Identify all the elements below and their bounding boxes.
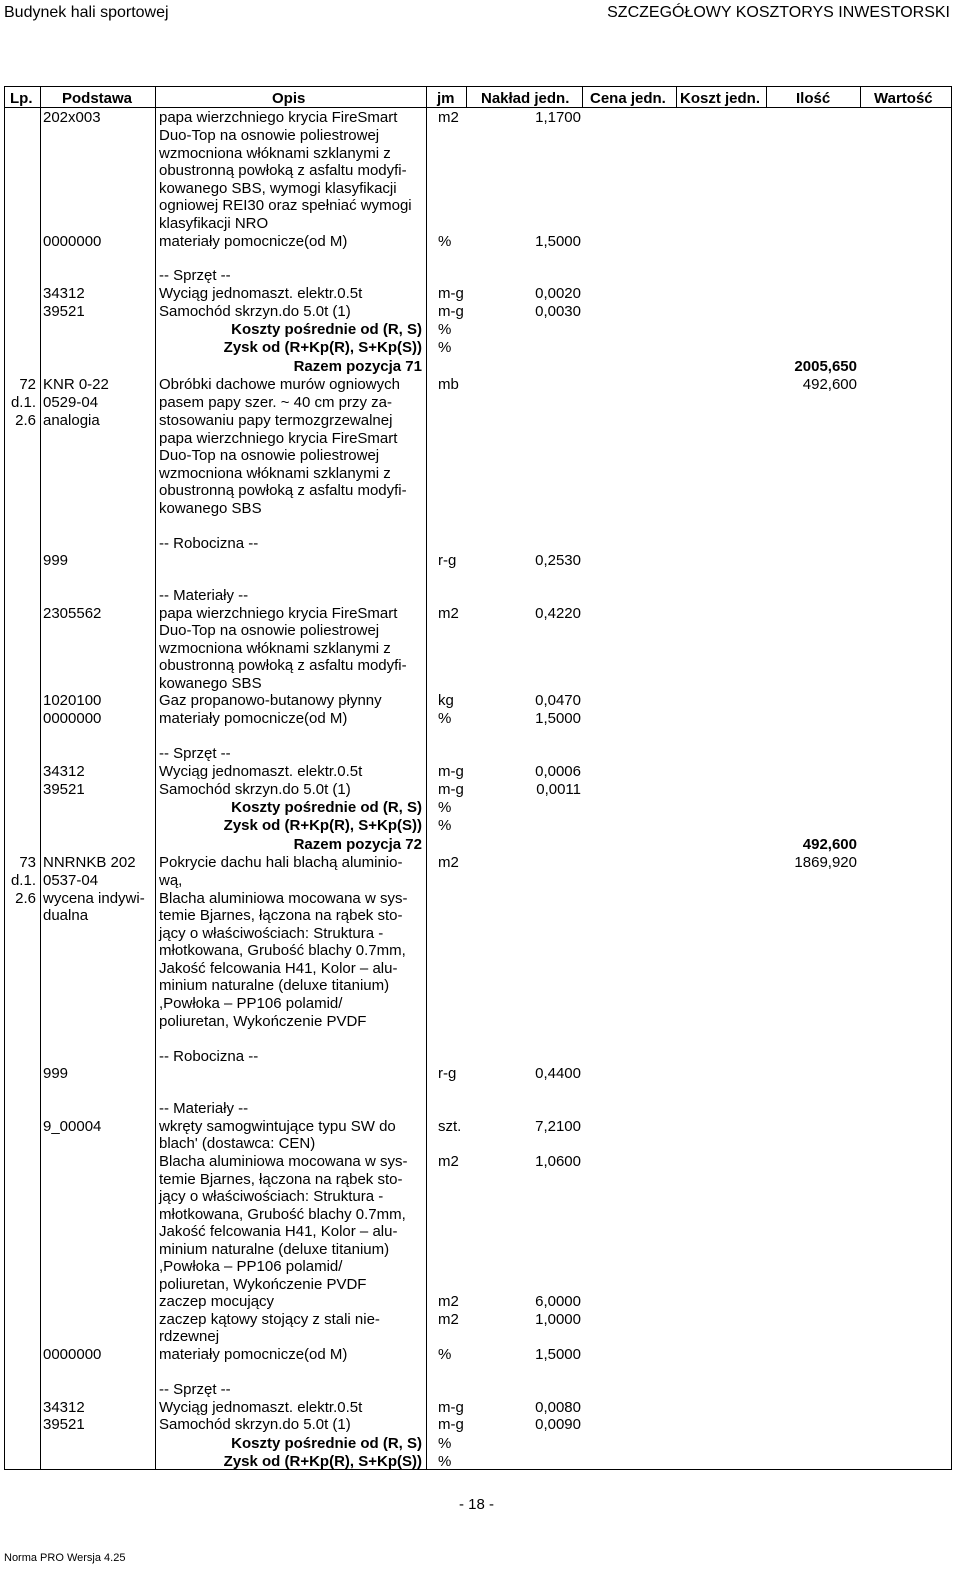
row-opis: Jakość felcowania H41, Kolor – alu-	[159, 1223, 398, 1240]
row-opis: materiały pomocnicze(od M)	[159, 710, 348, 727]
row-lp: d.1.	[10, 872, 36, 889]
row-summary-label: Zysk od (R+Kp(R), S+Kp(S))	[223, 339, 422, 356]
row-naklad: 0,0080	[535, 1399, 581, 1416]
row-opis: obustronną powłoką z asfaltu modyfi-	[159, 482, 407, 499]
row-ilosc: 492,600	[802, 376, 857, 393]
row-podstawa: 34312	[43, 763, 85, 780]
row-opis: temie Bjarnes, łączona na rąbek sto-	[159, 1171, 403, 1188]
column-border	[860, 86, 861, 107]
row-opis: wzmocniona włóknami szklanymi z	[159, 145, 391, 162]
row-opis: minium naturalne (deluxe titanium)	[159, 1241, 390, 1258]
row-opis: zaczep kątowy stojący z stali nie-	[159, 1311, 380, 1328]
page-number: - 18 -	[459, 1496, 495, 1513]
row-opis: papa wierzchniego krycia FireSmart	[159, 109, 398, 126]
row-jm: %	[438, 1346, 452, 1363]
row-podstawa: 999	[43, 1065, 69, 1082]
col-header-jm: jm	[437, 90, 455, 107]
row-jm: m-g	[438, 285, 464, 302]
row-opis: -- Sprzęt --	[159, 1381, 231, 1398]
row-summary-label: Zysk od (R+Kp(R), S+Kp(S))	[223, 817, 422, 834]
row-podstawa: 39521	[43, 781, 85, 798]
row-opis: jący o właściwościach: Struktura -	[159, 1188, 384, 1205]
col-header-podstawa: Podstawa	[62, 90, 133, 107]
row-naklad: 7,2100	[535, 1118, 581, 1135]
row-summary-label: Razem pozycja 72	[293, 836, 422, 853]
row-podstawa: 0529-04	[43, 394, 99, 411]
row-jm: m2	[438, 1311, 459, 1328]
row-wartosc: 492,600	[802, 836, 857, 853]
column-border	[676, 86, 677, 107]
row-lp: 2.6	[15, 412, 36, 429]
row-opis: blach' (dostawca: CEN)	[159, 1135, 316, 1152]
row-opis: pasem papy szer. ~ 40 cm przy za-	[159, 394, 393, 411]
row-podstawa: wycena indywi-	[43, 890, 145, 907]
row-lp: 73	[19, 854, 36, 871]
table-bottom-border	[4, 1469, 952, 1470]
column-border	[582, 86, 583, 107]
row-naklad: 0,0090	[535, 1416, 581, 1433]
software-version: Norma PRO Wersja 4.25	[4, 1552, 126, 1564]
row-opis: Gaz propanowo-butanowy płynny	[159, 692, 382, 709]
row-jm: %	[438, 321, 452, 338]
header-bottom-border	[4, 107, 952, 108]
column-border	[40, 86, 41, 1470]
row-opis: młotkowana, Grubość blachy 0.7mm,	[159, 1206, 406, 1223]
row-podstawa: dualna	[43, 907, 89, 924]
row-naklad: 0,0006	[535, 763, 581, 780]
row-jm: m-g	[438, 1416, 464, 1433]
row-opis: kowanego SBS	[159, 500, 262, 517]
row-naklad: 1,5000	[535, 1346, 581, 1363]
row-opis: papa wierzchniego krycia FireSmart	[159, 605, 398, 622]
row-lp: 72	[19, 376, 36, 393]
row-opis: -- Robocizna --	[159, 535, 259, 552]
row-naklad: 1,0000	[535, 1311, 581, 1328]
row-summary-label: Zysk od (R+Kp(R), S+Kp(S))	[223, 1453, 422, 1470]
row-jm: m-g	[438, 781, 464, 798]
row-opis: klasyfikacji NRO	[159, 215, 269, 232]
row-opis: Duo-Top na osnowie poliestrowej	[159, 622, 380, 639]
row-opis: młotkowana, Grubość blachy 0.7mm,	[159, 942, 406, 959]
row-opis: stosowaniu papy termozgrzewalnej	[159, 412, 393, 429]
row-podstawa: 1020100	[43, 692, 102, 709]
row-podstawa: 39521	[43, 1416, 85, 1433]
row-lp: 2.6	[15, 890, 36, 907]
row-podstawa: KNR 0-22	[43, 376, 109, 393]
row-opis: Pokrycie dachu hali blachą aluminio-	[159, 854, 403, 871]
row-summary-label: Koszty pośrednie od (R, S)	[231, 1435, 422, 1452]
row-naklad: 0,4220	[535, 605, 581, 622]
row-summary-label: Razem pozycja 71	[293, 358, 422, 375]
row-podstawa: 34312	[43, 285, 85, 302]
row-opis: zaczep mocujący	[159, 1293, 275, 1310]
row-opis: poliuretan, Wykończenie PVDF	[159, 1013, 367, 1030]
row-opis: obustronną powłoką z asfaltu modyfi-	[159, 162, 407, 179]
row-lp: d.1.	[10, 394, 36, 411]
row-opis: Jakość felcowania H41, Kolor – alu-	[159, 960, 398, 977]
column-border	[4, 86, 5, 1470]
row-podstawa: 999	[43, 552, 69, 569]
row-opis: Duo-Top na osnowie poliestrowej	[159, 127, 380, 144]
row-opis: -- Materiały --	[159, 587, 249, 604]
row-jm: m-g	[438, 303, 464, 320]
col-header-lp: Lp.	[10, 90, 33, 107]
column-border	[766, 86, 767, 107]
row-opis: kowanego SBS	[159, 675, 262, 692]
col-header-ilosc: Ilość	[796, 90, 831, 107]
row-naklad: 0,0011	[536, 781, 581, 798]
row-opis: Wyciąg jednomaszt. elektr.0.5t	[159, 1399, 363, 1416]
document-type: SZCZEGÓŁOWY KOSZTORYS INWESTORSKI	[607, 4, 950, 21]
row-naklad: 0,0030	[535, 303, 581, 320]
row-podstawa: 202x003	[43, 109, 101, 126]
col-header-wartosc: Wartość	[874, 90, 933, 107]
row-opis: obustronną powłoką z asfaltu modyfi-	[159, 657, 407, 674]
row-opis: kowanego SBS, wymogi klasyfikacji	[159, 180, 397, 197]
row-opis: ,Powłoka – PP106 polamid/	[159, 995, 343, 1012]
row-naklad: 0,0020	[535, 285, 581, 302]
row-opis: Samochód skrzyn.do 5.0t (1)	[159, 1416, 351, 1433]
row-opis: ,Powłoka – PP106 polamid/	[159, 1258, 343, 1275]
row-ilosc: 1869,920	[794, 854, 857, 871]
row-opis: wzmocniona włóknami szklanymi z	[159, 640, 391, 657]
row-opis: Blacha aluminiowa mocowana w sys-	[159, 890, 408, 907]
row-opis: poliuretan, Wykończenie PVDF	[159, 1276, 367, 1293]
row-opis: wkręty samogwintujące typu SW do	[159, 1118, 396, 1135]
row-jm: r-g	[438, 1065, 457, 1082]
row-jm: m-g	[438, 1399, 464, 1416]
row-jm: m2	[438, 1153, 459, 1170]
row-jm: m2	[438, 605, 459, 622]
row-jm: %	[438, 799, 452, 816]
row-opis: materiały pomocnicze(od M)	[159, 233, 348, 250]
row-summary-label: Koszty pośrednie od (R, S)	[231, 321, 422, 338]
row-jm: m2	[438, 854, 459, 871]
row-naklad: 0,2530	[535, 552, 581, 569]
row-naklad: 1,0600	[535, 1153, 581, 1170]
row-opis: -- Materiały --	[159, 1100, 249, 1117]
row-opis: papa wierzchniego krycia FireSmart	[159, 430, 398, 447]
row-opis: wzmocniona włóknami szklanymi z	[159, 465, 391, 482]
row-jm: kg	[438, 692, 454, 709]
row-summary-label: Koszty pośrednie od (R, S)	[231, 799, 422, 816]
table-top-border	[4, 86, 952, 87]
col-header-koszt: Koszt jedn.	[680, 90, 761, 107]
row-opis: Obróbki dachowe murów ogniowych	[159, 376, 400, 393]
row-podstawa: 39521	[43, 303, 85, 320]
row-jm: m2	[438, 1293, 459, 1310]
row-opis: Samochód skrzyn.do 5.0t (1)	[159, 303, 351, 320]
row-podstawa: NNRNKB 202	[43, 854, 136, 871]
col-header-opis: Opis	[272, 90, 306, 107]
row-jm: mb	[438, 376, 459, 393]
row-naklad: 1,5000	[535, 233, 581, 250]
col-header-cena: Cena jedn.	[590, 90, 666, 107]
row-naklad: 1,5000	[535, 710, 581, 727]
row-jm: %	[438, 817, 452, 834]
row-opis: Samochód skrzyn.do 5.0t (1)	[159, 781, 351, 798]
row-opis: materiały pomocnicze(od M)	[159, 1346, 348, 1363]
row-jm: %	[438, 233, 452, 250]
row-opis: minium naturalne (deluxe titanium)	[159, 977, 390, 994]
row-jm: szt.	[438, 1118, 462, 1135]
column-border	[951, 86, 952, 1470]
row-opis: Wyciąg jednomaszt. elektr.0.5t	[159, 763, 363, 780]
row-podstawa: analogia	[43, 412, 100, 429]
row-jm: %	[438, 710, 452, 727]
row-naklad: 0,0470	[535, 692, 581, 709]
row-podstawa: 2305562	[43, 605, 102, 622]
row-podstawa: 9_00004	[43, 1118, 102, 1135]
row-jm: m2	[438, 109, 459, 126]
row-naklad: 1,1700	[535, 109, 581, 126]
row-opis: wą,	[159, 872, 183, 889]
row-opis: Duo-Top na osnowie poliestrowej	[159, 447, 380, 464]
row-podstawa: 0000000	[43, 710, 102, 727]
row-podstawa: 0000000	[43, 233, 102, 250]
row-opis: jący o właściwościach: Struktura -	[159, 925, 384, 942]
column-border	[155, 86, 156, 1470]
row-opis: rdzewnej	[159, 1328, 220, 1345]
document-title: Budynek hali sportowej	[4, 4, 169, 21]
row-jm: m-g	[438, 763, 464, 780]
row-opis: -- Sprzęt --	[159, 267, 231, 284]
row-wartosc: 2005,650	[794, 358, 857, 375]
row-jm: %	[438, 1453, 452, 1470]
row-jm: r-g	[438, 552, 457, 569]
row-jm: %	[438, 1435, 452, 1452]
row-opis: Wyciąg jednomaszt. elektr.0.5t	[159, 285, 363, 302]
column-border	[426, 86, 427, 1470]
row-opis: ogniowej REI30 oraz spełniać wymogi	[159, 197, 412, 214]
col-header-naklad: Nakład jedn.	[481, 90, 570, 107]
row-jm: %	[438, 339, 452, 356]
row-opis: Blacha aluminiowa mocowana w sys-	[159, 1153, 408, 1170]
row-podstawa: 0000000	[43, 1346, 102, 1363]
row-opis: temie Bjarnes, łączona na rąbek sto-	[159, 907, 403, 924]
column-border	[466, 86, 467, 107]
row-opis: -- Robocizna --	[159, 1048, 259, 1065]
row-podstawa: 34312	[43, 1399, 85, 1416]
row-naklad: 6,0000	[535, 1293, 581, 1310]
row-naklad: 0,4400	[535, 1065, 581, 1082]
row-podstawa: 0537-04	[43, 872, 99, 889]
row-opis: -- Sprzęt --	[159, 745, 231, 762]
